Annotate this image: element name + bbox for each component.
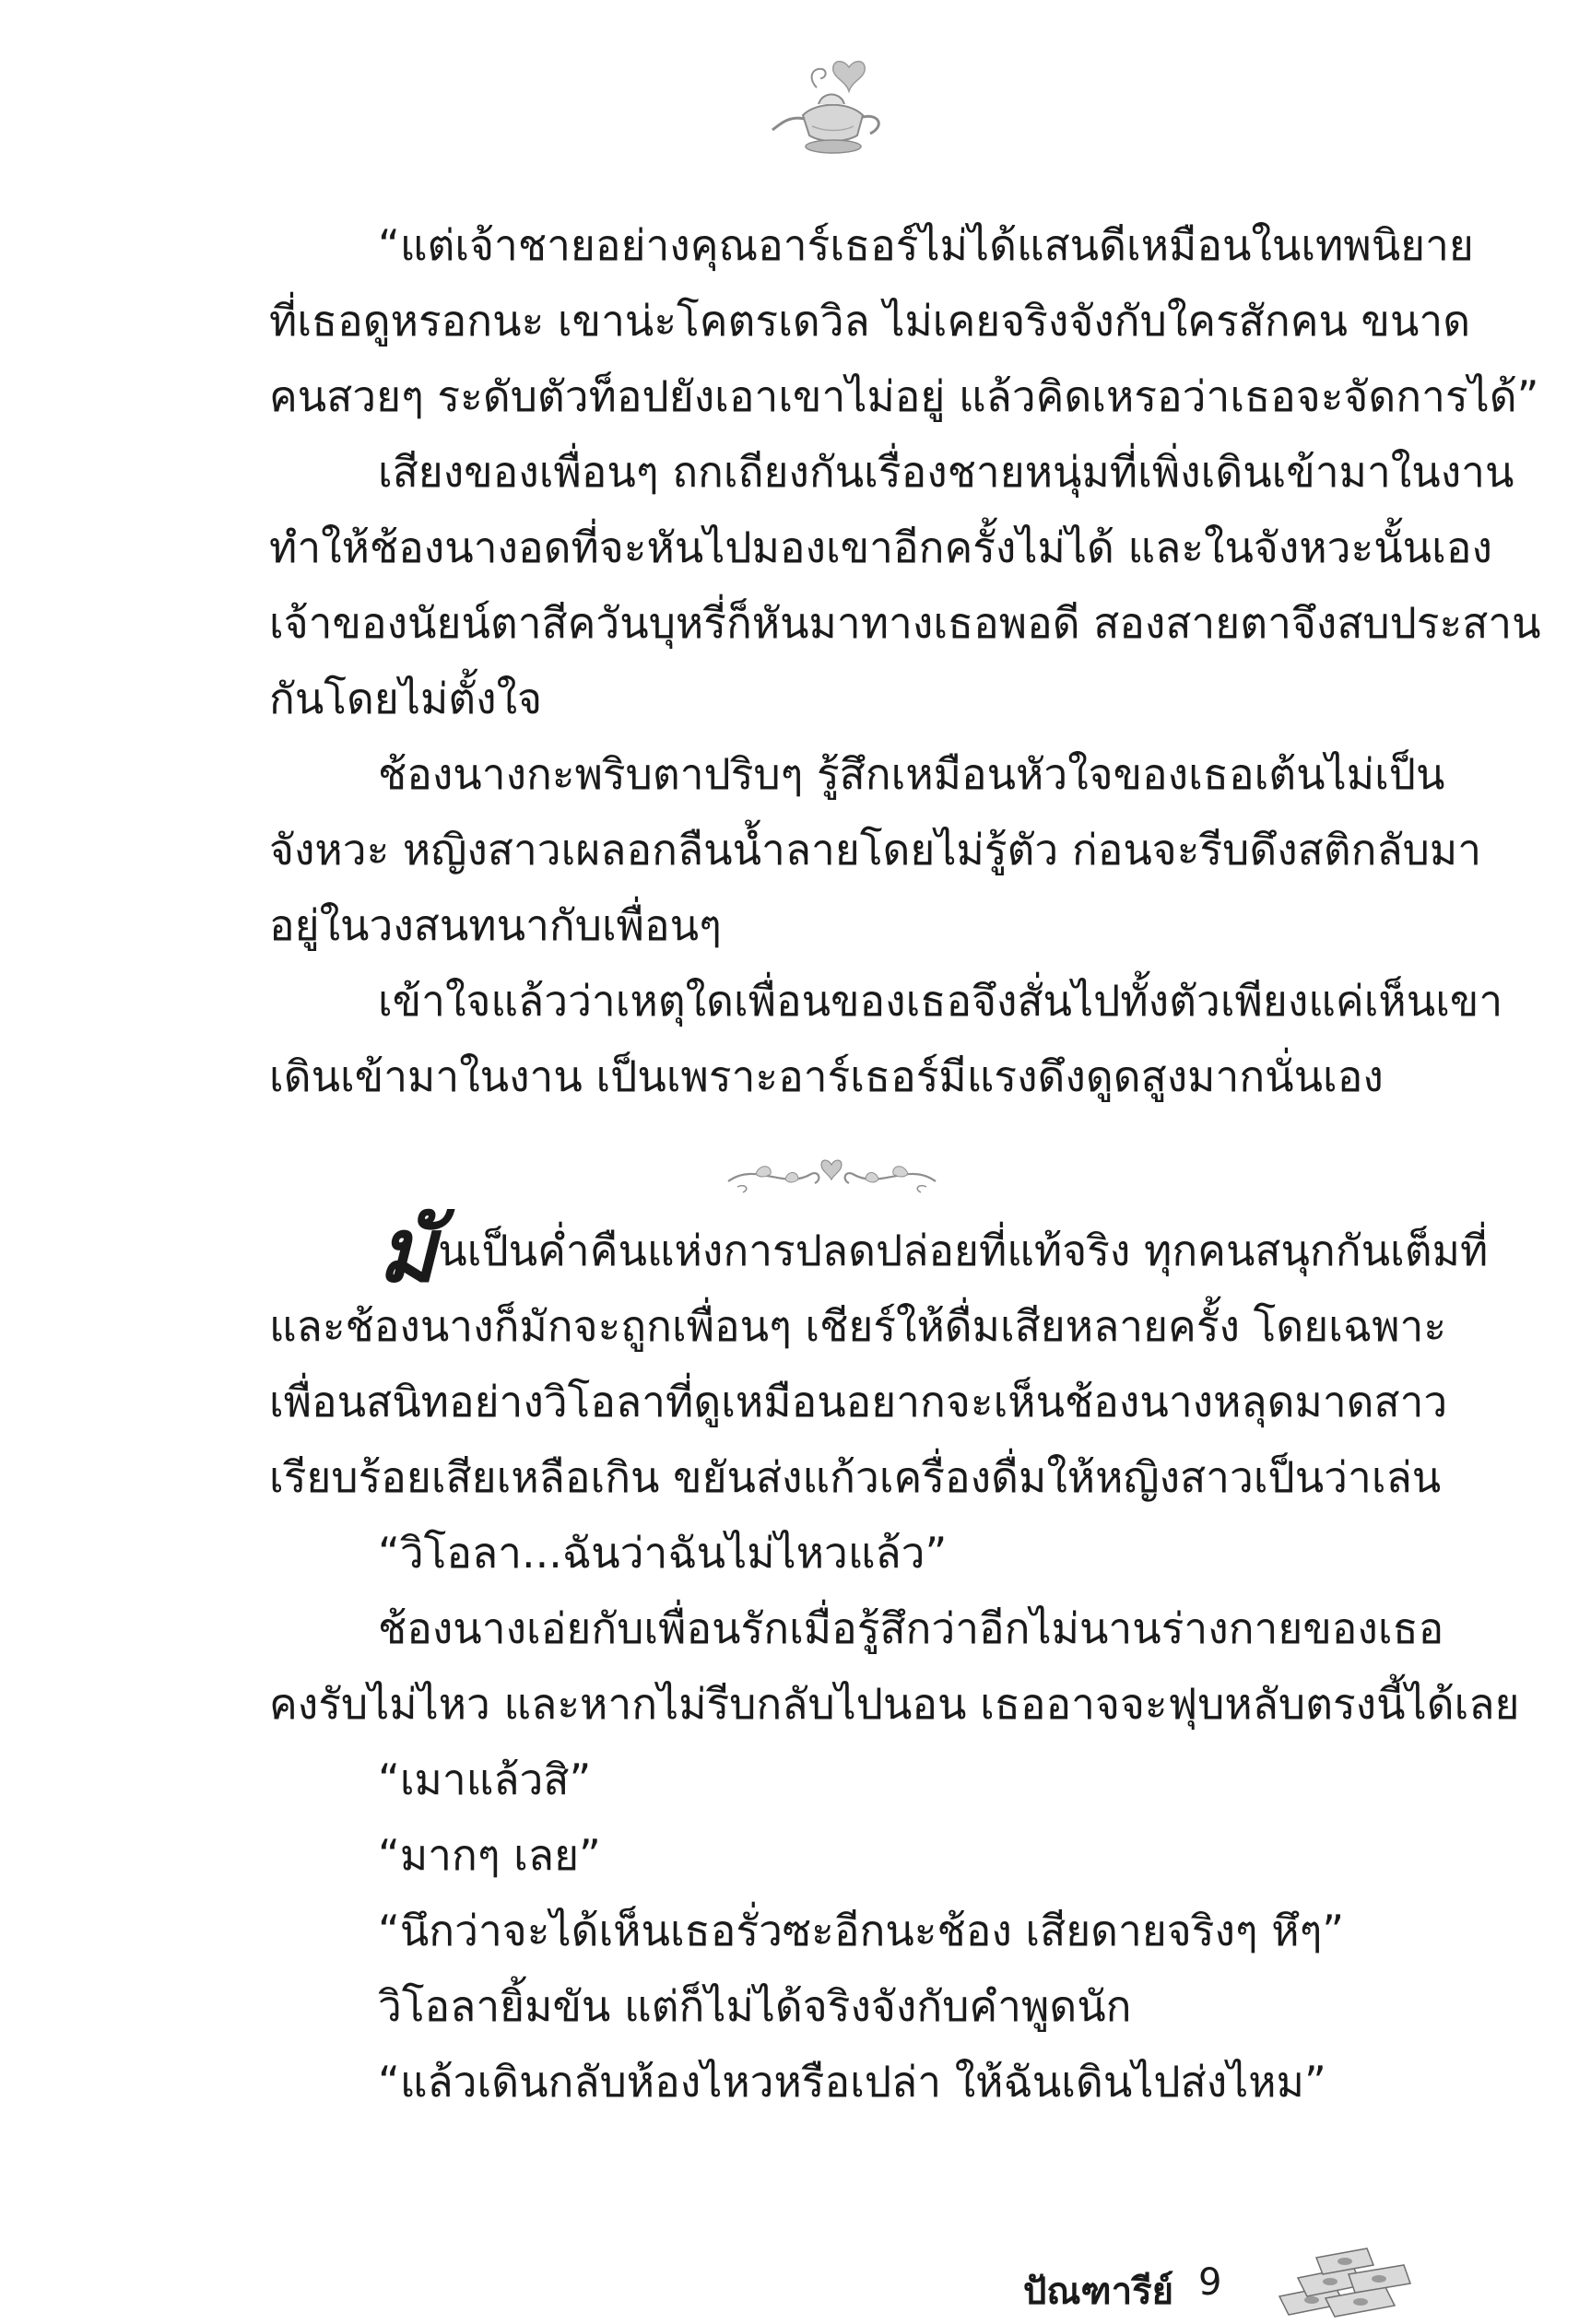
paragraph-line: กันโดยไม่ตั้งใจ — [269, 674, 543, 723]
paragraph-line: เข้าใจแล้วว่าเหตุใดเพื่อนของเธอจึงสั่นไปทั้งตัวเพียงแค่เห็นเขา — [378, 976, 1503, 1026]
floral-divider-icon — [719, 1143, 945, 1198]
paragraph-line: “แล้วเดินกลับห้องไหวหรือเปล่า ให้ฉันเดินไปส่งไหม” — [378, 2057, 1326, 2107]
paragraph-line: ช้องนางกะพริบตาปริบๆ รู้สึกเหมือนหัวใจของเธอเต้นไม่เป็น — [378, 749, 1445, 799]
paragraph-line: เดินเข้ามาในงาน เป็นเพราะอาร์เธอร์มีแรงดึงดูดสูงมากนั่นเอง — [269, 1051, 1384, 1101]
paragraph-line: ที่เธอดูหรอกนะ เขาน่ะโคตรเดวิล ไม่เคยจริงจังกับใครสักคน ขนาด — [269, 296, 1471, 346]
text-block-1 — [269, 207, 1541, 1114]
paragraph-line: คนสวยๆ ระดับตัวท็อปยังเอาเขาไม่อยู่ แล้วคิดเหรอว่าเธอจะจัดการได้” — [269, 371, 1539, 421]
paragraph-line: วิโอลายิ้มขัน แต่ก็ไม่ได้จริงจังกับคำพูดนัก — [378, 1981, 1132, 2031]
paragraph-line-rest: นเป็นค่ำคืนแห่งการปลดปล่อยที่แท้จริง ทุกคนสนุกกันเต็มที่ — [438, 1226, 1489, 1275]
book-title: ปัณฑารีย์ — [1023, 2271, 1174, 2313]
paragraph-line: เรียบร้อยเสียเหลือเกิน ขยันส่งแก้วเครื่องดื่มให้หญิงสาวเป็นว่าเล่น — [269, 1452, 1442, 1502]
paragraph-line: “นึกว่าจะได้เห็นเธอรั่วซะอีกนะช้อง เสียดายจริงๆ หึๆ” — [378, 1906, 1345, 1955]
paragraph-line: “แต่เจ้าชายอย่างคุณอาร์เธอร์ไม่ได้แสนดีเหมือนในเทพนิยาย — [378, 220, 1474, 270]
paragraph-line: “วิโอลา...ฉันว่าฉันไม่ไหวแล้ว” — [378, 1528, 948, 1578]
paragraph-line: และช้องนางก็มักจะถูกเพื่อนๆ เชียร์ให้ดื่มเสียหลายครั้ง โดยเฉพาะ — [269, 1301, 1447, 1351]
paragraph-line: “มากๆ เลย” — [378, 1830, 601, 1880]
page-footer — [922, 2241, 1438, 2324]
money-stack-icon — [1270, 2241, 1418, 2319]
lamp-ornament-icon — [761, 51, 900, 170]
text-block-2 — [269, 1199, 1520, 2119]
paragraph-line: คงรับไม่ไหว และหากไม่รีบกลับไปนอน เธออาจจะฟุบหลับตรงนี้ได้เลย — [269, 1679, 1520, 1729]
paragraph-line: เสียงของเพื่อนๆ ถกเถียงกันเรื่องชายหนุ่มที่เพิ่งเดินเข้ามาในงาน — [378, 447, 1514, 497]
paragraph-line-dropcap — [269, 1199, 1489, 1302]
paragraph-line: “เมาแล้วสิ” — [378, 1755, 592, 1804]
paragraph-line: ทำให้ช้องนางอดที่จะหันไปมองเขาอีกครั้งไม่ได้ และในจังหวะนั้นเอง — [269, 522, 1492, 572]
drop-cap: มั — [378, 1199, 437, 1302]
paragraph-line: ช้องนางเอ่ยกับเพื่อนรักเมื่อรู้สึกว่าอีกไม่นานร่างกายของเธอ — [378, 1603, 1444, 1653]
page-number: 9 — [1198, 2261, 1222, 2304]
paragraph-line: เพื่อนสนิทอย่างวิโอลาที่ดูเหมือนอยากจะเห็นช้องนางหลุดมาดสาว — [269, 1377, 1448, 1426]
paragraph-line: อยู่ในวงสนทนากับเพื่อนๆ — [269, 900, 722, 950]
paragraph-line: เจ้าของนัยน์ตาสีควันบุหรี่ก็หันมาทางเธอพอดี สองสายตาจึงสบประสาน — [269, 598, 1541, 648]
paragraph-line: จังหวะ หญิงสาวเผลอกลืนน้ำลายโดยไม่รู้ตัว ก่อนจะรีบดึงสติกลับมา — [269, 825, 1482, 874]
